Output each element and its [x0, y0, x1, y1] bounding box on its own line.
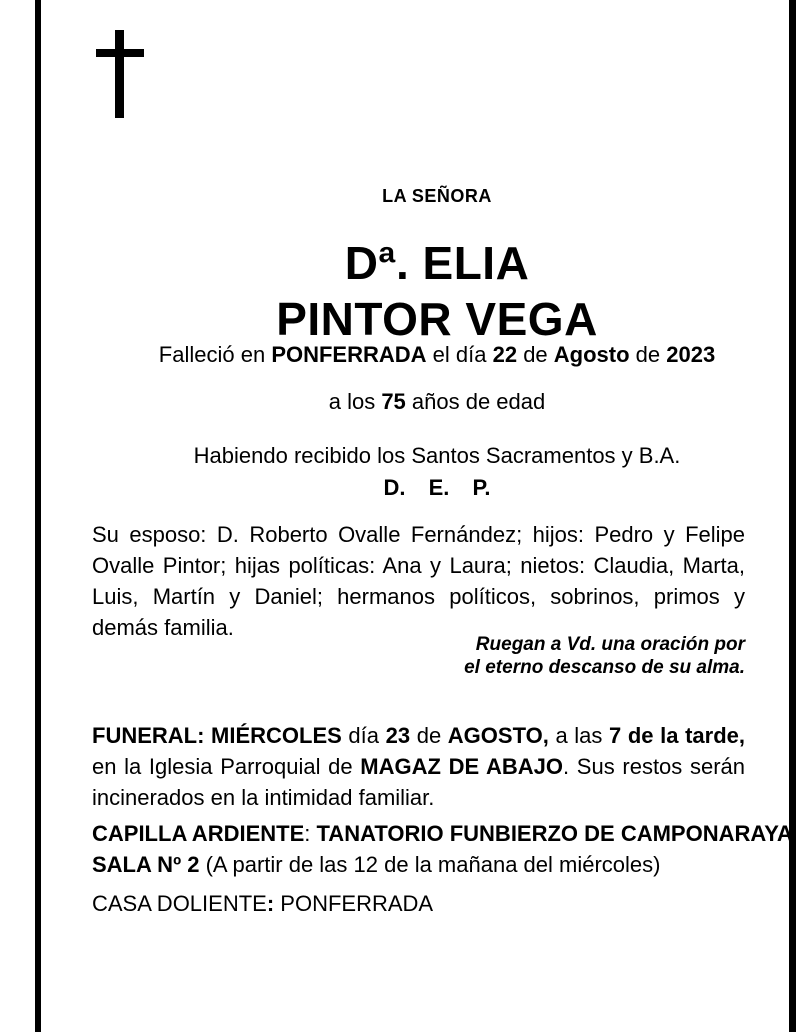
cross-icon — [96, 30, 144, 118]
cross-horizontal-bar — [96, 49, 144, 57]
prayer-line2: el eterno descanso de su alma. — [464, 657, 745, 678]
capilla-paragraph — [92, 818, 793, 880]
age-line: a los 75 años de edad — [328, 389, 546, 414]
cross-vertical-bar — [115, 30, 124, 118]
capilla-line2: SALA Nº 2 (A partir de las 12 de la mañana del miércoles) — [92, 852, 661, 877]
prayer-lines — [92, 633, 745, 679]
death-line: Falleció en PONFERRADA el día 22 de Agosto de 2023 — [158, 342, 716, 367]
prayer-line1: Ruegan a Vd. una oración por — [475, 634, 745, 655]
sacraments-line: Habiendo recibido los Santos Sacramentos y B.A. — [193, 443, 681, 468]
dep-abbreviation: D. E. P. — [383, 475, 491, 500]
deceased-name-line2: PINTOR VEGA — [276, 293, 598, 345]
deceased-name-line1: Dª. ELIA — [344, 237, 530, 289]
casa-doliente-line: CASA DOLIENTE: PONFERRADA — [92, 891, 434, 916]
honorific: LA SEÑORA — [382, 186, 492, 206]
family-paragraph: Su esposo: D. Roberto Ovalle Fernández; hijos: Pedro y Felipe Ovalle Pintor; hijas políticas: Ana y Laura; nietos: Claudia, Marta, Luis, Martín y Daniel; hermanos políticos, sobrinos, primos y demás familia. — [92, 522, 745, 640]
capilla-line1: CAPILLA ARDIENTE: TANATORIO FUNBIERZO DE CAMPONARAYA — [92, 821, 793, 846]
deceased-name — [92, 235, 782, 347]
left-border-rule — [35, 0, 41, 1032]
funeral-paragraph: FUNERAL: MIÉRCOLES día 23 de AGOSTO, a las 7 de la tarde, en la Iglesia Parroquial de MAGAZ DE ABAJO. Sus restos serán incinerados en la intimidad familiar. — [92, 723, 746, 810]
